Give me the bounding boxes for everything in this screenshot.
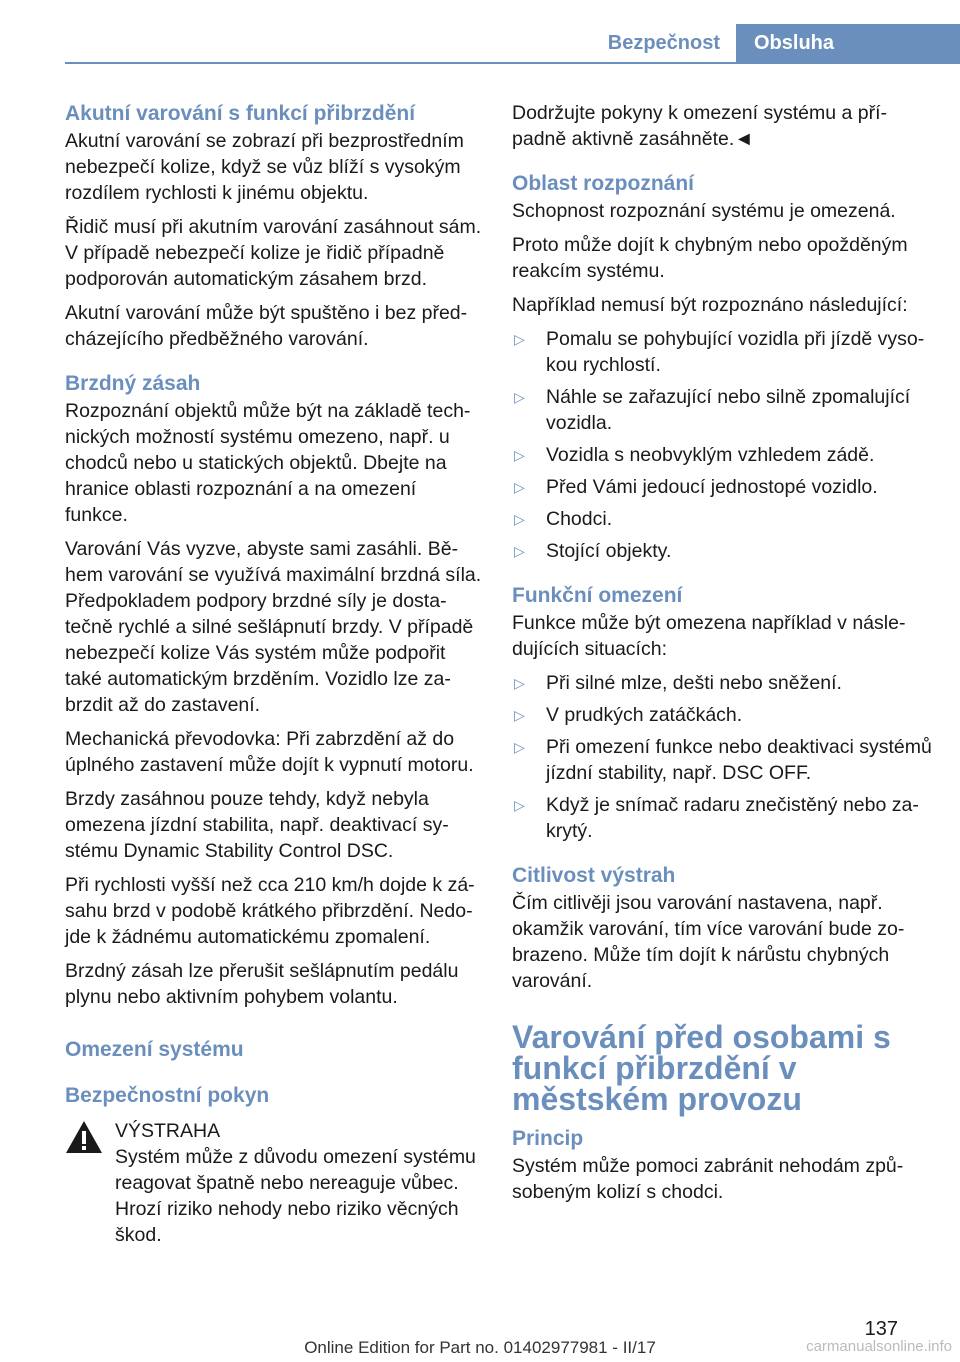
- paragraph: Akutní varování může být spuštěno i bez předcházejícího předběžného varování.: [65, 302, 468, 350]
- paragraph: Akutní varování se zobrazí při bezprostředním nebezpečí kolize, když se vůz blíží s vysokým rozdílem rychlosti k jinému objektu.: [65, 130, 464, 204]
- edition-footer: Online Edition for Part no. 01402977981 - II/17: [304, 1338, 656, 1357]
- list-item-text: Při omezení funkce nebo deaktivaci systémů jízdní stability, např. DSC OFF.: [546, 736, 932, 784]
- paragraph: Například nemusí být rozpoznáno následující:: [512, 294, 908, 316]
- bullet-triangle-icon: ▷: [514, 389, 525, 405]
- list-item: [512, 506, 932, 532]
- warning-body-wrap: [65, 1144, 483, 1248]
- paragraph: Brzdy zasáhnou pouze tehdy, když nebyla omezena jízdní stabilita, např. deaktivací systému Dynamic Stability Control DSC.: [65, 788, 449, 862]
- list-item: [512, 670, 932, 696]
- paragraph: Systém může pomoci zabránit nehodám způsobeným kolizí s chodci.: [512, 1155, 904, 1203]
- page-header: [65, 24, 960, 64]
- bullet-triangle-icon: ▷: [514, 797, 525, 813]
- detection-limits-list: [512, 326, 932, 564]
- paragraph: Proto může dojít k chybným nebo opožděným reakcím systému.: [512, 234, 908, 282]
- heading-acute-warning: Akutní varování s funkcí přibrzdění: [65, 102, 416, 125]
- paragraph: Varování Vás vyzve, abyste sami zasáhli. Během varování se využívá maximální brzdná síla. Předpokladem podpory brzdné síly je dostatečně rychlé a silné sešlápnutí brzdy. V případě nebezpečí kolize Vás systém může podpořit také automatickým brzděním. Vozidlo lze zabrzdit až do zastavení.: [65, 538, 482, 716]
- list-item-text: V prudkých zatáčkách.: [546, 704, 743, 726]
- bullet-triangle-icon: ▷: [514, 479, 525, 495]
- list-item-text: Při silné mlze, dešti nebo sněžení.: [546, 672, 842, 694]
- heading-system-limits: Omezení systému: [65, 1038, 244, 1061]
- heading-functional-limits: Funkční omezení: [512, 584, 683, 607]
- list-item: [512, 474, 932, 500]
- paragraph: Čím citlivěji jsou varování nastavena, např. okamžik varování, tím více varování bude zobrazeno. Může tím dojít k nárůstu chybných varování.: [512, 892, 905, 992]
- watermark: carmanualsonline.info: [806, 1338, 952, 1355]
- list-item: [512, 702, 932, 728]
- right-column: [512, 100, 932, 1213]
- tab-operation[interactable]: Obsluha: [736, 24, 960, 62]
- list-item-text: Když je snímač radaru znečistěný nebo zakrytý.: [546, 794, 919, 842]
- list-item: [512, 326, 932, 378]
- warning-block: [65, 1118, 483, 1248]
- paragraph: Dodržujte pokyny k omezení systému a případně aktivně zasáhněte.◄: [512, 102, 887, 150]
- warning-icon: [65, 1120, 103, 1154]
- list-item: [512, 538, 932, 564]
- list-item-text: Chodci.: [546, 508, 613, 530]
- heading-safety-note: Bezpečnostní pokyn: [65, 1084, 270, 1107]
- paragraph: Brzdný zásah lze přerušit sešlápnutím pedálu plynu nebo aktivním pohybem volantu.: [65, 960, 459, 1008]
- bullet-triangle-icon: ▷: [514, 543, 525, 559]
- warning-text: Systém může z důvodu omezení systému reagovat špatně nebo nereaguje vůbec. Hrozí riziko nehody nebo riziko věcných škod.: [115, 1146, 476, 1246]
- paragraph: Rozpoznání objektů může být na základě technických možností systému omezeno, např. u chodců nebo u statických objektů. Dbejte na hranice oblasti rozpoznání a na omezení funkce.: [65, 400, 471, 526]
- list-item: [512, 442, 932, 468]
- bullet-triangle-icon: ▷: [514, 675, 525, 691]
- list-item-text: Stojící objekty.: [546, 540, 672, 562]
- page-number: 137: [864, 1318, 898, 1340]
- heading-detection-area: Oblast rozpoznání: [512, 172, 695, 195]
- list-item-text: Před Vámi jedoucí jednostopé vozidlo.: [546, 476, 878, 498]
- tab-safety[interactable]: Bezpečnost: [607, 32, 720, 54]
- bullet-triangle-icon: ▷: [514, 331, 525, 347]
- list-item: [512, 792, 932, 844]
- list-item: [512, 734, 932, 786]
- functional-limits-list: [512, 670, 932, 844]
- bullet-triangle-icon: ▷: [514, 447, 525, 463]
- paragraph: Mechanická převodovka: Při zabrzdění až do úplného zastavení může dojít k vypnutí motoru.: [65, 728, 474, 776]
- paragraph: Řidič musí při akutním varování zasáhnout sám. V případě nebezpečí kolize je řidič případně podporován automatickým zásahem brzd.: [65, 216, 482, 290]
- list-item: [512, 384, 932, 436]
- heading-principle: Princip: [512, 1127, 584, 1150]
- left-column: [65, 100, 483, 1248]
- paragraph: Funkce může být omezena například v následujících situacích:: [512, 612, 906, 660]
- paragraph: Schopnost rozpoznání systému je omezená.: [512, 200, 896, 222]
- bullet-triangle-icon: ▷: [514, 707, 525, 723]
- list-item-text: Náhle se zařazující nebo silně zpomalující vozidla.: [546, 386, 911, 434]
- heading-pedestrian-warning: Varování před osobami s funkcí přibrzdění v městském provozu: [512, 1019, 891, 1117]
- heading-warning-sensitivity: Citlivost výstrah: [512, 864, 676, 887]
- list-item-text: Pomalu se pohybující vozidla při jízdě vysokou rychlostí.: [546, 328, 925, 376]
- bullet-triangle-icon: ▷: [514, 511, 525, 527]
- paragraph: Při rychlosti vyšší než cca 210 km/h dojde k zásahu brzd v podobě krátkého přibrzdění. Nedojde k žádnému automatickému zpomalení.: [65, 874, 475, 948]
- bullet-triangle-icon: ▷: [514, 739, 525, 755]
- list-item-text: Vozidla s neobvyklým vzhledem zádě.: [546, 444, 875, 466]
- warning-title: VÝSTRAHA: [115, 1120, 221, 1142]
- heading-brake-intervention: Brzdný zásah: [65, 372, 201, 395]
